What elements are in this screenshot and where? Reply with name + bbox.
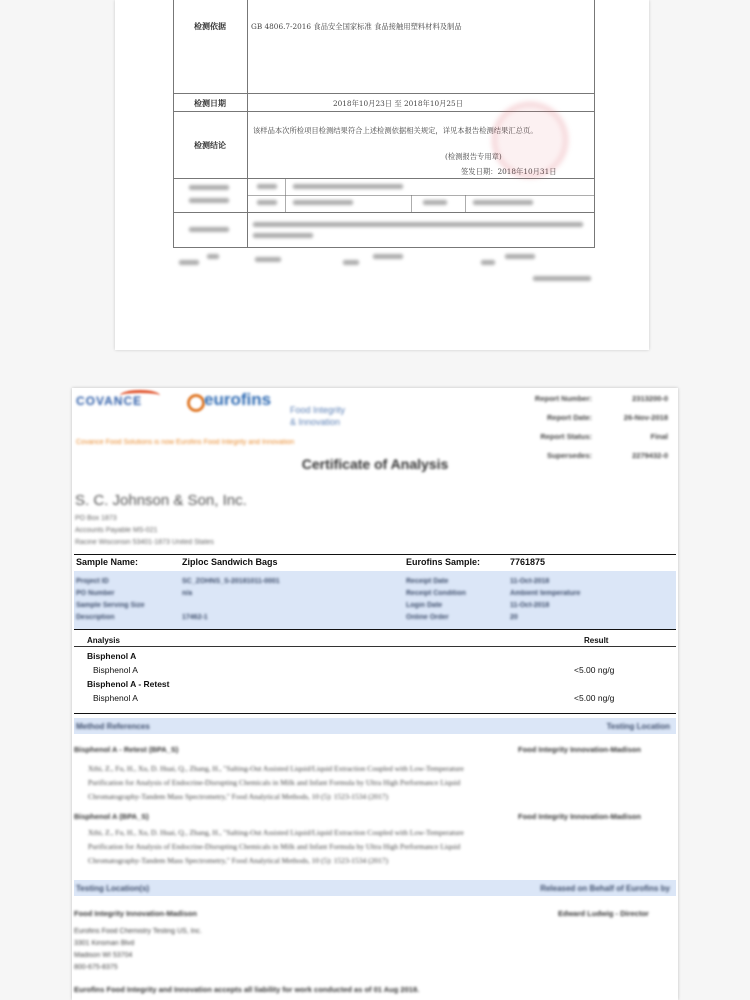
- analysis-item: Bisphenol A: [93, 693, 138, 703]
- conclusion-label: 检测结论: [194, 140, 226, 150]
- basis-label: 检测依据: [194, 21, 226, 31]
- sample-name-value: Ziploc Sandwich Bags: [182, 557, 278, 567]
- analysis-col-header: Analysis: [87, 636, 120, 645]
- stamp-note: (检测报告专用章): [445, 152, 502, 161]
- sample-info-band: Project ID SC_ZOHNS_S-20181011-0001 PO Number n/a Sample Serving Size Description 17462-1 Receipt Date 11-Oct-2018 Receipt Condition Ambient temperature Login Date 11-Oct-2018 Online Order 20: [74, 571, 676, 630]
- analysis-header: [74, 632, 676, 647]
- notice-line: Covance Food Solutions is now Eurofins Food Integrity and Innovation: [76, 439, 295, 446]
- basis-value: GB 4806.7-2016 食品安全国家标准 食品接触用塑料材料及制品: [251, 22, 462, 31]
- analysis-item: Bisphenol A: [93, 665, 138, 675]
- red-seal-stamp: [493, 103, 567, 177]
- food-integrity-logo-text: Food Integrity & Innovation: [290, 405, 346, 427]
- issue-date: 签发日期：2018年10月31日: [461, 167, 557, 176]
- covance-logo: COVANCE: [76, 394, 143, 408]
- testing-locations-band: Testing Location(s) Released on Behalf of Eurofins by: [74, 880, 676, 896]
- analysis-group: Bisphenol A: [87, 651, 137, 661]
- eurofins-sample-value: 7761875: [510, 557, 546, 567]
- result-col-header: Result: [584, 636, 609, 645]
- test-report-page: [115, 0, 649, 350]
- analysis-result: <5.00 ng/g: [574, 665, 615, 675]
- certificate-of-analysis-page: COVANCE eurofins Food Integrity & Innovation Report Number: 2313200-0 Report Date: 26-Nov-2018 Report Status: Final Supersedes: 2279432-0 Covance Food Solutions is now Eurofins Food Integrity and Innovation Certificate of Analysis S. C. Johnson & Son, Inc. PO Box 1873 Accounts Payable MS-021 Racine Wisconsin 53401-1873 United States Sample Name: Ziploc Sandwich Bags Eurofins Sample: 7761875 Project ID SC_ZOHNS_S-20181011-0001 PO Number n/a Sample Serving Size Description 17462-1 Receipt Date 11-Oct-2018 Receipt Condition Ambient temperature Login Date 11-Oct-2018 Online Order 20 Analysis Result Bisphenol A Bisphenol A <5.00 ng/g Bisphenol A - Retest Bisphenol A <5.00 ng/g Method References Testing Location Bisphenol A - Retest (BPA_S) Food Integrity Innovation-Madison Xthi, Z., Fu, H., Xu, D. Huai, Q., Zhang, H., "Salting-Out Assisted Liquid/Liquid Extraction Coupled with Low-Temperature Purification for Analysis of Endocrine-Disrupting Chemicals in Milk and Infant Formula by Ultra High Performance Liquid Chromatography-Tandem Mass Spectrometry," Food Analytical Methods, 10 (5): 1523-1534 (2017) Bisphenol A (BPA_S) Food Integrity Innovation-Madison Xthi, Z., Fu, H., Xu, D. Huai, Q., Zhang, H., "Salting-Out Assisted Liquid/Liquid Extraction Coupled with Low-Temperature Purification for Analysis of Endocrine-Disrupting Chemicals in Milk and Infant Formula by Ultra High Performance Liquid Chromatography-Tandem Mass Spectrometry," Food Analytical Methods, 10 (5): 1523-1534 (2017) Testing Location(s) Released on Behalf of Eurofins by Food Integrity Innovation-Madison Edward Ludwig - Director Eurofins Food Chemistry Testing US, Inc. 3301 Kinsman Blvd Madison WI 53704 800-675-8375 Eurofins Food Integrity and Innovation accepts all liability for work conducted as of 01 Aug 2018.: [72, 388, 678, 1000]
- sample-bar: [74, 554, 676, 572]
- sample-name-label: Sample Name:: [76, 557, 139, 567]
- date-value: 2018年10月23日 至 2018年10月25日: [333, 99, 463, 108]
- eurofins-mark-icon: [187, 394, 205, 412]
- eurofins-sample-label: Eurofins Sample:: [406, 557, 481, 567]
- document-title: Certificate of Analysis: [301, 456, 449, 472]
- eurofins-logo: eurofins: [204, 390, 272, 409]
- date-label: 检测日期: [194, 98, 226, 108]
- client-name: S. C. Johnson & Son, Inc.: [75, 492, 247, 509]
- covance-swoosh-icon: [120, 390, 160, 401]
- method-references-band: Method References Testing Location: [74, 718, 676, 734]
- analysis-group: Bisphenol A - Retest: [87, 679, 170, 689]
- conclusion-text: 该样品本次所检项目检测结果符合上述检测依据相关规定，详见本报告检测结果汇总页。: [253, 126, 538, 135]
- analysis-result: <5.00 ng/g: [574, 693, 615, 703]
